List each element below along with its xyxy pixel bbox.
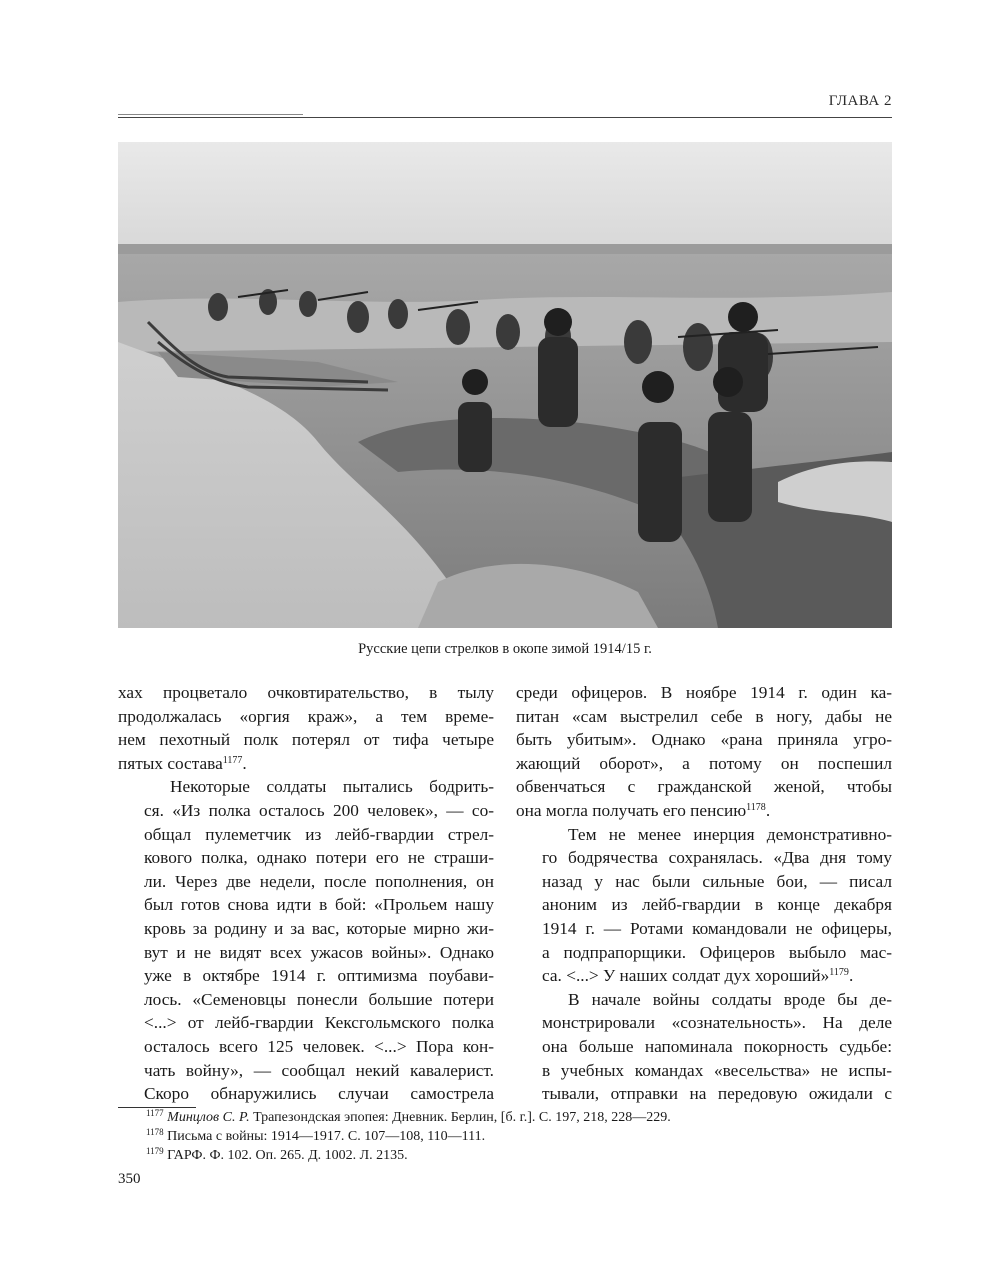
footnote-number: 1177 (146, 1108, 164, 1118)
paragraph (516, 681, 892, 823)
footnote-number: 1179 (146, 1146, 164, 1156)
text-line: тывали, отправки на передовую ожидали с (542, 1084, 892, 1104)
text-line: лось. «Семеновцы понесли большие потери (144, 989, 494, 1009)
text-line: пятых состава$^{1177}$. (118, 753, 247, 773)
figure-caption: Русские цепи стрелков в окопе зимой 1914/15 г. (358, 641, 652, 657)
text-line: ся. «Из полка осталось 200 человек», — со- (144, 800, 494, 820)
text-line: среди офицеров. В ноябре 1914 г. один ка- (516, 683, 892, 702)
text-line: осталось всего 125 человек. <...> Пора кон- (144, 1036, 494, 1056)
text-line: кового полка, однако потери его не страши- (144, 848, 494, 868)
text-line: назад у нас были сильные бои, — писал (542, 871, 892, 891)
text-line: Скоро обнаружились случаи самострела (144, 1084, 494, 1104)
text-line: чать войну», — сообщал некий кавалерист. (144, 1060, 494, 1080)
footnote-ref[interactable]: 1177 (222, 754, 243, 766)
text-line: жающий оборот», а потому он поспешил (516, 753, 892, 773)
footnote-text: Трапезондская эпопея: Дневник. Берлин, [б. г.]. С. 197, 218, 228—229. (249, 1110, 671, 1125)
text-line: 1914 г. — Ротами командовали не офицеры, (542, 918, 892, 938)
footnote (146, 1127, 886, 1146)
text-line: а подпрапорщики. Офицеров выбыло мас- (542, 942, 892, 962)
text-line: она больше напоминала покорность судьбе: (542, 1036, 892, 1056)
footnote-author: Минцлов С. Р. (167, 1110, 250, 1125)
text-line: уже в октябре 1914 г. оптимизма поубави- (144, 966, 494, 986)
text-line: Некоторые солдаты пытались бодрить- (170, 777, 494, 797)
text-line: монстрировали «сознательность». На деле (542, 1013, 892, 1033)
text-line: продолжалась «оргия краж», а тем време- (118, 706, 494, 726)
text-line: был готов снова идти в бой: «Прольем нашу (144, 895, 494, 915)
footnote (146, 1108, 886, 1127)
text-line: вут и не видят всех ужасов войны». Однако (144, 942, 494, 962)
paragraph (516, 988, 892, 1106)
text-line: нем пехотный полк потерял от тифа четыре (118, 730, 494, 750)
text-line: быть убитым». Однако «рана приняла угро- (516, 730, 892, 750)
footnote-text: Письма с войны: 1914—1917. С. 107—108, 110—111. (167, 1129, 486, 1144)
header-rule-accent (118, 114, 303, 115)
text-line: хах процветало очковтирательство, в тылу (118, 683, 494, 702)
text-line: обвенчаться с гражданской женой, чтобы (516, 777, 892, 797)
running-header: ГЛАВА 2 (828, 93, 892, 109)
text-line: ли. Через две недели, после пополнения, он (144, 871, 494, 891)
paragraph (118, 681, 494, 775)
footnotes (146, 1108, 886, 1165)
footnote-text: ГАРФ. Ф. 102. Оп. 265. Д. 1002. Л. 2135. (167, 1148, 408, 1163)
text-line: <...> от лейб-гвардии Кексгольмского полка (144, 1013, 494, 1033)
text-line: аноним из лейб-гвардии в конце декабря (542, 895, 892, 915)
header-rule (118, 117, 892, 118)
footnote-ref[interactable]: 1179 (829, 967, 849, 979)
trench-photograph (118, 142, 892, 628)
text-line: кровь за родину и за вас, которые мирно жи- (144, 918, 494, 938)
text-line: Тем не менее инерция демонстративно- (568, 824, 892, 844)
right-column (516, 681, 892, 1106)
footnote-ref[interactable]: 1178 (746, 801, 766, 813)
text-line: го бодрячества сохранялась. «Два дня тому (542, 848, 892, 868)
text-line: общал пулеметчик из лейб-гвардии стрел- (144, 824, 494, 844)
text-line: в учебных командах «весельства» не испы- (542, 1060, 892, 1080)
text-line: она могла получать его пенсию$^{1178}$. (516, 800, 771, 820)
left-column (118, 681, 494, 1106)
paragraph (516, 823, 892, 988)
paragraph (118, 775, 494, 1105)
text-line: са. <...> У наших солдат дух хороший»$^{1179}$. (542, 966, 854, 986)
footnote-number: 1178 (146, 1127, 164, 1137)
footnote (146, 1146, 886, 1165)
page-number: 350 (118, 1171, 141, 1187)
text-line: В начале войны солдаты вроде бы де- (568, 989, 892, 1009)
text-line: питан «сам выстрелил себе в ногу, дабы не (516, 706, 892, 726)
